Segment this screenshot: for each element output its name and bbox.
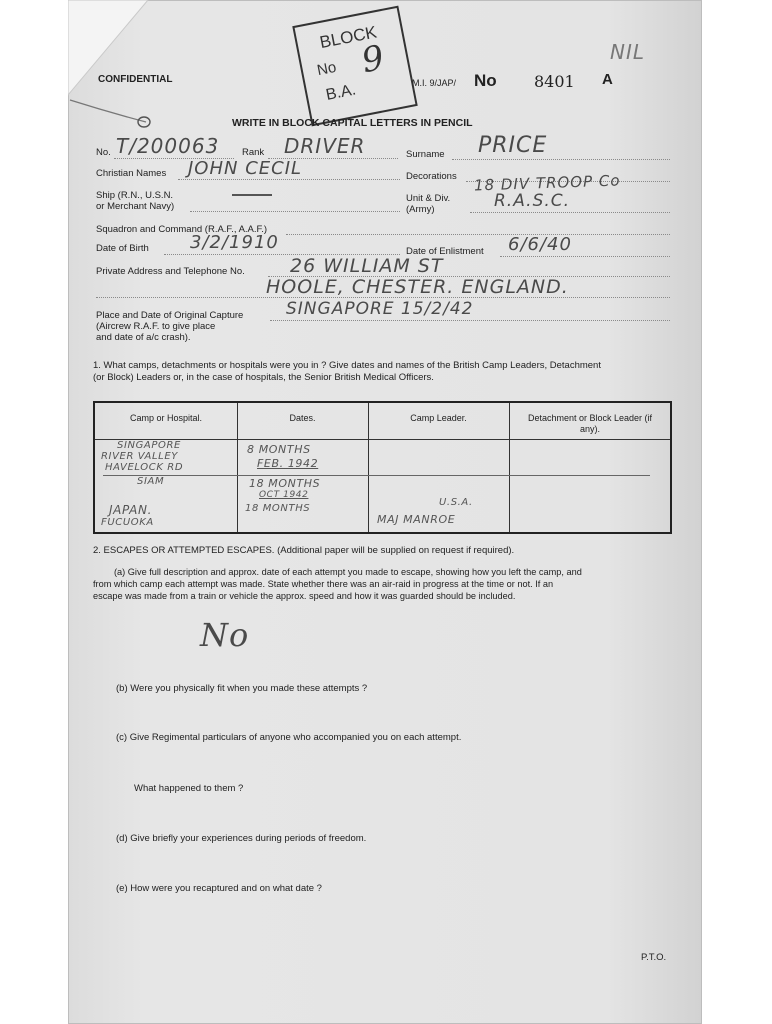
header-dates: Dates. (289, 413, 316, 423)
rank-label: Rank (242, 147, 265, 158)
q2d-text: (d) Give briefly your experiences during periods of freedom. (116, 833, 367, 844)
leader-entry: MAJ MANROE (377, 513, 456, 526)
stamp-no-text: No (315, 58, 338, 80)
surname-value: PRICE (478, 133, 548, 158)
dob-label: Date of Birth (96, 243, 149, 254)
q2b-text: (b) Were you physically fit when you made these attempts ? (116, 683, 368, 694)
q2a-answer: No (200, 616, 250, 654)
unit-line (470, 212, 670, 213)
date-entry: FEB. 1942 (257, 457, 319, 470)
surname-label: Surname (406, 149, 445, 160)
ref-code: M.I. 9/JAP/ (412, 78, 457, 88)
stamp-number: 9 (358, 37, 388, 82)
stamp-ba-text: B.A. (324, 81, 358, 104)
col-divider-3 (509, 403, 510, 532)
capture-label-1: Place and Date of Original Capture (96, 310, 244, 321)
date-entry: OCT 1942 (259, 490, 309, 500)
q2e-text: (e) How were you recaptured and on what date ? (116, 883, 322, 894)
ship-line (190, 211, 400, 212)
header-detachment: Detachment or Block Leader (if any). (527, 413, 653, 434)
corner-tag-graphic (68, 0, 188, 130)
no-label: No. (96, 147, 111, 158)
date-entry: 18 MONTHS (249, 477, 321, 490)
pto-label: P.T.O. (641, 952, 667, 963)
q1-text-1: 1. What camps, detachments or hospitals were you in ? Give dates and names of the British Camp Leaders, Detachment (93, 360, 601, 371)
q2a-text-2: from which camp each attempt was made. State whether there was an air-raid in progress at the time or not. If an (93, 579, 554, 589)
camp-entry: JAPAN. (109, 503, 152, 517)
date-entry: 8 MONTHS (247, 443, 311, 456)
capture-line (270, 320, 670, 321)
header-camp: Camp or Hospital. (129, 413, 203, 423)
unit-value-1: 18 DIV TROOP Co (473, 171, 621, 195)
ship-label-2: or Merchant Navy) (96, 201, 175, 212)
unit-value-2: R.A.S.C. (494, 191, 571, 211)
ship-dash (232, 194, 272, 196)
camp-entry: HAVELOCK RD (105, 462, 184, 473)
date-entry: 18 MONTHS (245, 503, 311, 514)
confidential-label: CONFIDENTIAL (98, 74, 173, 85)
surname-line (452, 159, 670, 160)
q1-text-2: (or Block) Leaders or, in the case of hospitals, the Senior British Medical Officers. (93, 372, 434, 383)
ref-number: 8401 (534, 72, 575, 91)
camp-entry: FUCUOKA (101, 517, 154, 528)
rank-value: DRIVER (284, 134, 366, 158)
unit-label-1: Unit & Div. (406, 193, 451, 204)
ref-suffix: A (602, 71, 613, 88)
enlistment-label: Date of Enlistment (406, 246, 484, 257)
dob-value: 3/2/1910 (190, 232, 279, 253)
q2a-text-3: escape was made from a train or vehicle the approx. speed and how it was guarded should be included. (93, 591, 516, 601)
squadron-label: Squadron and Command (R.A.F., A.A.F.) (96, 224, 268, 235)
capture-value: SINGAPORE 15/2/42 (286, 299, 474, 319)
q2c-followup: What happened to them ? (134, 783, 244, 794)
header-divider (95, 439, 670, 440)
stamp-block-text: BLOCK (318, 22, 379, 53)
christian-names-label: Christian Names (96, 168, 167, 179)
ship-label-1: Ship (R.N., U.S.N. (96, 190, 174, 201)
squadron-line (286, 234, 670, 235)
q2-title: 2. ESCAPES OR ATTEMPTED ESCAPES. (Additional paper will be supplied on request if required). (93, 545, 515, 556)
q2a-text-1: (a) Give full description and approx. date of each attempt you made to escape, showing how you left the camp, and (114, 567, 582, 577)
enlistment-line (500, 256, 670, 257)
camps-table (93, 401, 672, 534)
camp-entry: RIVER VALLEY (101, 451, 178, 462)
camp-entry: SIAM (137, 476, 165, 487)
camp-entry: SINGAPORE (117, 440, 181, 451)
address-label: Private Address and Telephone No. (96, 266, 245, 277)
capture-label-2: (Aircrew R.A.F. to give place (96, 321, 216, 332)
address-value-1: 26 WILLIAM ST (290, 255, 444, 277)
christian-names-line (178, 179, 400, 180)
ref-no-label: No (474, 71, 497, 90)
header-camp-leader: Camp Leader. (410, 413, 467, 423)
address-value-2: HOOLE, CHESTER. ENGLAND. (266, 276, 569, 298)
unit-label-2: (Army) (406, 204, 435, 215)
decorations-label: Decorations (406, 171, 457, 182)
christian-names-value: JOHN CECIL (188, 158, 303, 179)
camp-underline (103, 475, 650, 476)
capture-label-3: and date of a/c crash). (96, 332, 191, 343)
corner-note: NIL (610, 40, 646, 64)
pencil-instruction: WRITE IN BLOCK CAPITAL LETTERS IN PENCIL (232, 117, 473, 129)
enlistment-value: 6/6/40 (508, 234, 572, 255)
q2c-text: (c) Give Regimental particulars of anyone who accompanied you on each attempt. (116, 732, 462, 743)
block-stamp (292, 6, 417, 127)
leader-entry: U.S.A. (439, 497, 473, 508)
service-number: T/200063 (116, 134, 220, 158)
